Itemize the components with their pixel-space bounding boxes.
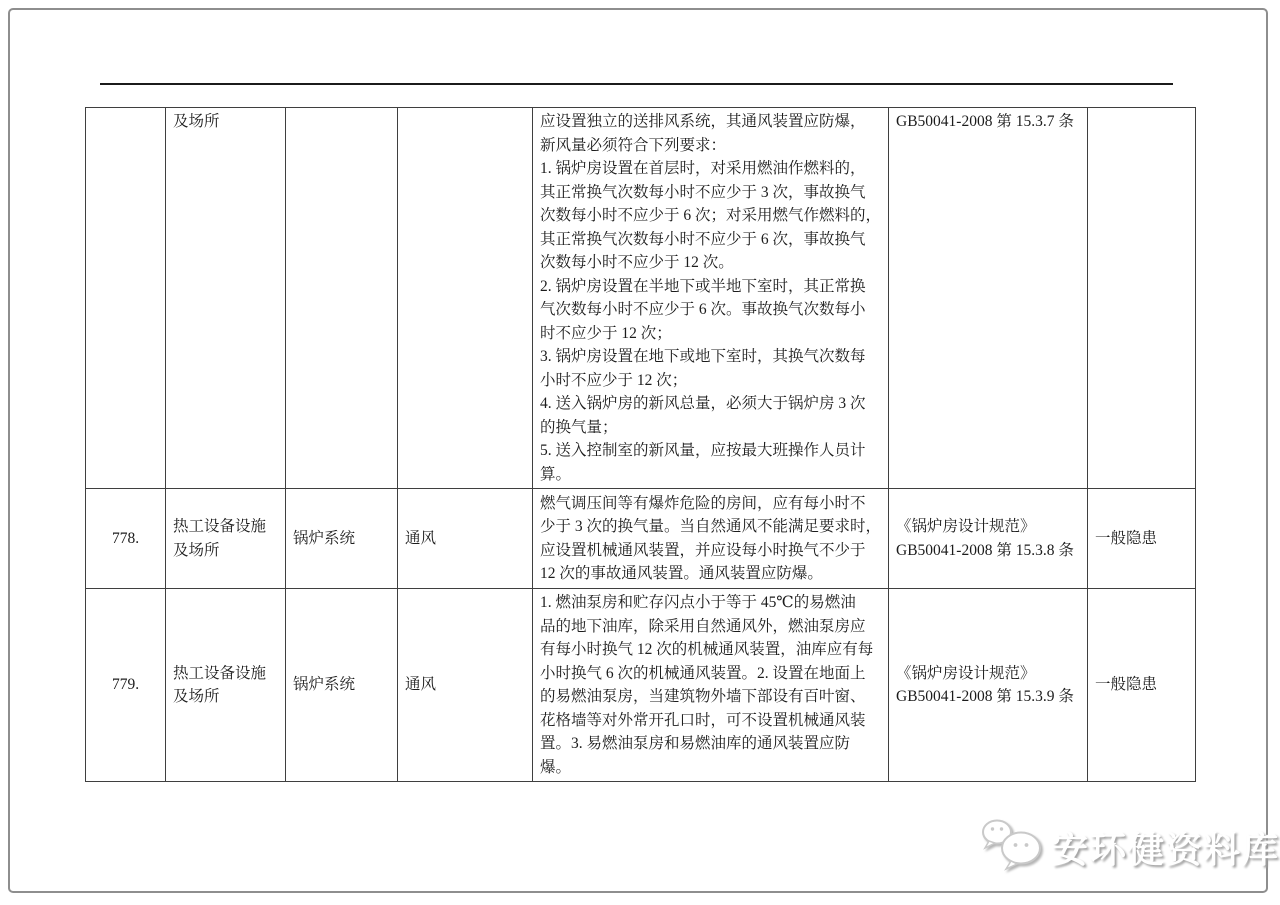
category-cell: 及场所 (166, 108, 286, 489)
watermark-text: 安环健资料库 (1052, 829, 1280, 870)
requirement-cell: 燃气调压间等有爆炸危险的房间，应有每小时不 少于 3 次的换气量。当自然通风不能满足要求时， 应设置机械通风装置，并应设每小时换气不少于 12 次的事故通风装置。通风装置应防爆。 (533, 489, 889, 589)
subitem-cell: 通风 (398, 489, 533, 589)
status-cell (1088, 108, 1196, 489)
status-cell: 一般隐患 (1088, 489, 1196, 589)
system-cell (286, 108, 398, 489)
table-row (86, 489, 1196, 589)
subitem-cell: 通风 (398, 589, 533, 782)
status-cell: 一般隐患 (1088, 589, 1196, 782)
subitem-cell (398, 108, 533, 489)
row-number-cell: 779. (86, 589, 166, 782)
category-cell: 热工设备设施 及场所 (166, 489, 286, 589)
wechat-icon (980, 818, 1044, 877)
requirement-cell: 应设置独立的送排风系统，其通风装置应防爆， 新风量必须符合下列要求： 1. 锅炉房设置在首层时，对采用燃油作燃料的， 其正常换气次数每小时不应少于 3 次，事故换气 次数每小时不应少于 6 次；对采用燃气作燃料的， 其正常换气次数每小时不应少于 6 次，事故换气 次数每小时不应少于 12 次。 2. 锅炉房设置在半地下或半地下室时，其正常换 气次数每小时不应少于 6 次。事故换气次数每小 时不应少于 12 次； 3. 锅炉房设置在地下或地下室时，其换气次数每 小时不应少于 12 次； 4. 送入锅炉房的新风总量，必须大于锅炉房 3 次 的换气量； 5. 送入控制室的新风量，应按最大班操作人员计 算。 (533, 108, 889, 489)
reference-cell: 《锅炉房设计规范》 GB50041-2008 第 15.3.9 条 (889, 589, 1088, 782)
watermark (980, 818, 1280, 877)
category-cell: 热工设备设施 及场所 (166, 589, 286, 782)
reference-cell: GB50041-2008 第 15.3.7 条 (889, 108, 1088, 489)
row-number-cell: 778. (86, 489, 166, 589)
hazard-checklist-table (85, 107, 1196, 782)
header-divider-rule (100, 83, 1173, 85)
table-row (86, 108, 1196, 489)
reference-cell: 《锅炉房设计规范》 GB50041-2008 第 15.3.8 条 (889, 489, 1088, 589)
requirement-cell: 1. 燃油泵房和贮存闪点小于等于 45℃的易燃油 品的地下油库，除采用自然通风外，燃油泵房应 有每小时换气 12 次的机械通风装置，油库应有每 小时换气 6 次的机械通风装置。2. 设置在地面上 的易燃油泵房，当建筑物外墙下部设有百叶窗、 花格墙等对外常开孔口时，可不设置机械通风装 置。3. 易燃油泵房和易燃油库的通风装置应防 爆。 (533, 589, 889, 782)
system-cell: 锅炉系统 (286, 589, 398, 782)
row-number-cell (86, 108, 166, 489)
system-cell: 锅炉系统 (286, 489, 398, 589)
table-row (86, 589, 1196, 782)
